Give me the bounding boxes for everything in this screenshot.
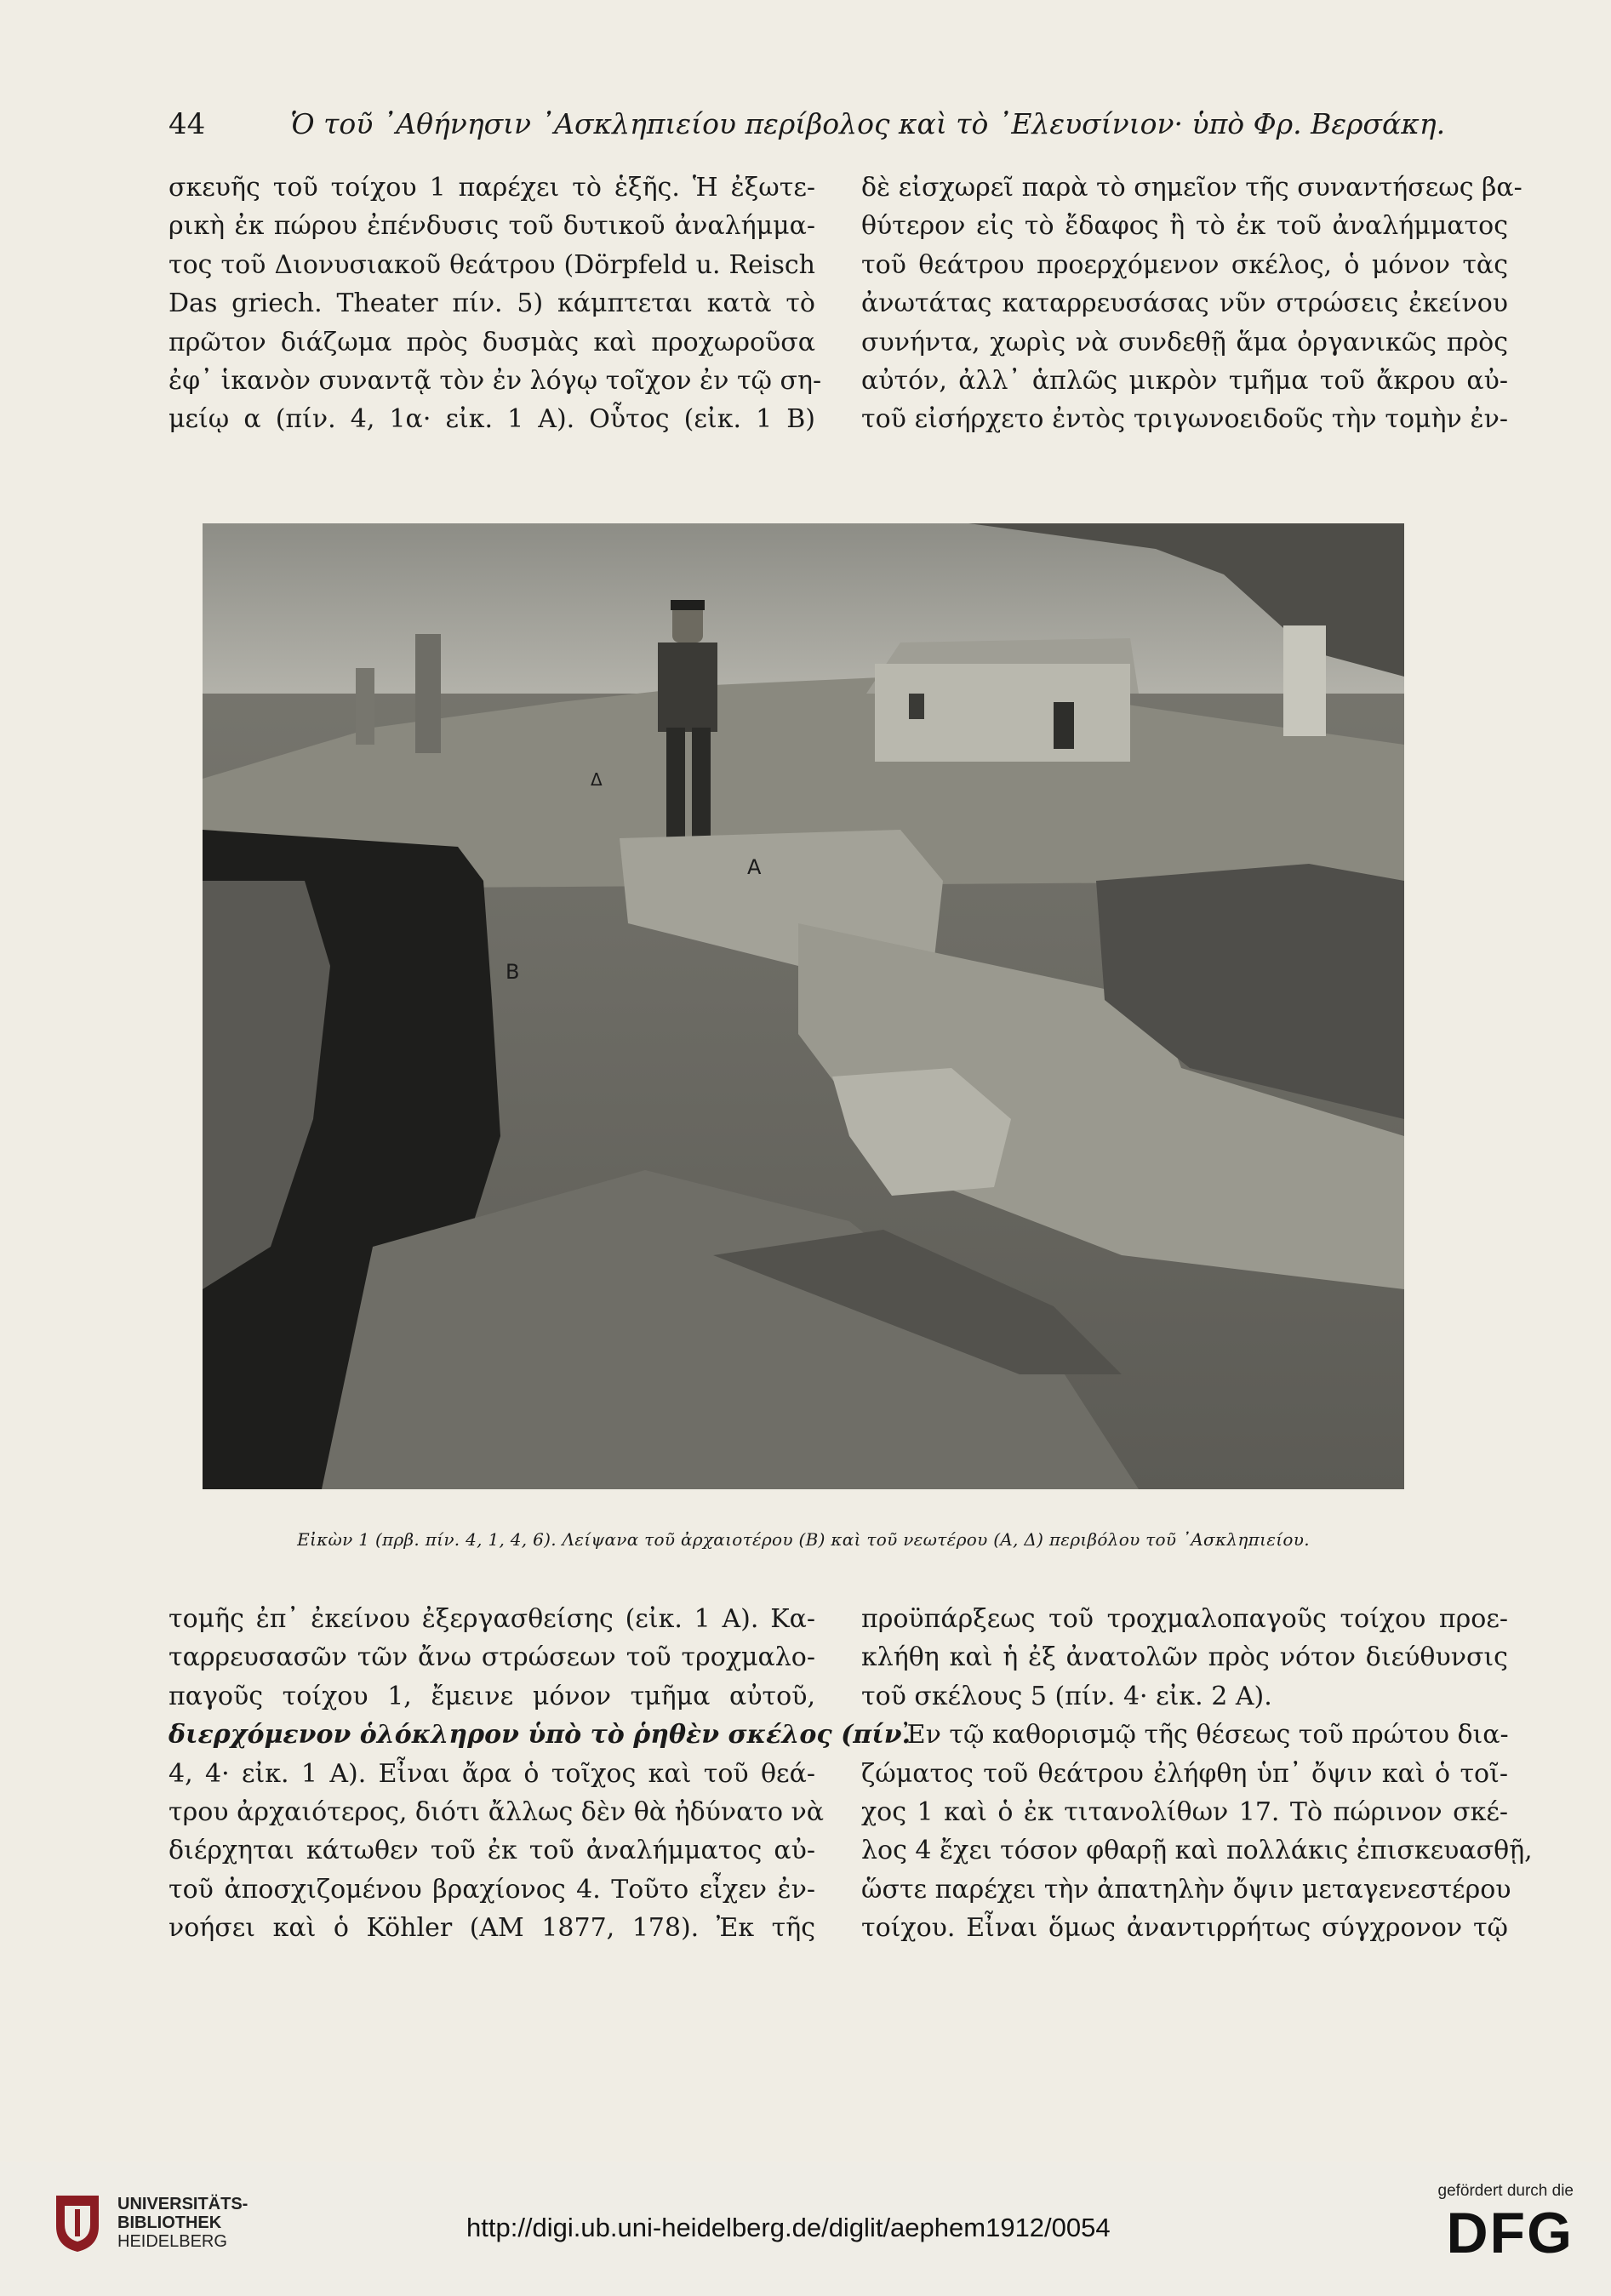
text-line: μείῳ α (πίν. 4, 1α· εἰκ. 1 Α). Οὗτος (εἰκ. 1 Β)	[169, 404, 815, 435]
text-line: Ἐν τῷ καθορισμῷ τῆς θέσεως τοῦ πρώτου δια-	[904, 1720, 1509, 1751]
page-number: 44	[169, 107, 206, 141]
text-line: Das griech. Theater πίν. 5) κάμπτεται κατὰ τὸ	[169, 288, 815, 319]
library-name-line: UNIVERSITÄTS-	[117, 2195, 249, 2213]
photo-label-b: B	[506, 960, 520, 984]
photo-label-d: Δ	[591, 769, 603, 790]
university-library-logo[interactable]	[53, 2192, 248, 2253]
text-line: τοῦ σκέλους 5 (πίν. 4· εἰκ. 2 Α).	[861, 1681, 1272, 1711]
library-name-line: BIBLIOTHEK	[117, 2213, 222, 2232]
text-line: κλήθη καὶ ἡ ἐξ ἀνατολῶν πρὸς νότον διεύθυνσις	[861, 1642, 1508, 1673]
text-line: πρῶτον διάζωμα πρὸς δυσμὰς καὶ προχωροῦσα	[169, 327, 815, 357]
photo-label-a: A	[747, 855, 762, 879]
text-line: τοῦ εἰσήρχετο ἐντὸς τριγωνοειδοῦς τὴν τομὴν ἐν-	[861, 404, 1508, 435]
text-line: ὥστε παρέχει τὴν ἀπατηλὴν ὄψιν μεταγενεστέρου	[861, 1874, 1511, 1905]
text-line: ζώματος τοῦ θεάτρου ἐλήφθη ὑπ᾿ ὄψιν καὶ ὁ τοῖ-	[861, 1758, 1508, 1789]
text-line: τρου ἀρχαιότερος, διότι ἄλλως δὲν θὰ ἠδύνατο νὰ	[169, 1797, 825, 1828]
text-column-lower-left	[169, 1600, 911, 1948]
text-line: δὲ εἰσχωρεῖ παρὰ τὸ σημεῖον τῆς συναντήσεως βα-	[861, 173, 1522, 203]
text-line: σκευῆς τοῦ τοίχου 1 παρέχει τὸ ἑξῆς. Ἡ ἐξωτε-	[169, 173, 815, 203]
dfg-logo[interactable]: DFG	[1446, 2201, 1574, 2265]
text-line: τοίχου. Εἶναι ὅμως ἀναντιρρήτως σύγχρονον τῷ	[861, 1913, 1508, 1944]
university-library-name	[117, 2195, 248, 2251]
permalink-url[interactable]: http://digi.ub.uni-heidelberg.de/diglit/aephem1912/0054	[466, 2213, 1111, 2242]
funding-credit	[1438, 2182, 1574, 2265]
text-line: ἐφ᾿ ἱκανὸν συναντᾷ τὸν ἐν λόγῳ τοῖχον ἐν τῷ ση-	[169, 366, 822, 397]
text-line: θύτερον εἰς τὸ ἔδαφος ἢ τὸ ἐκ τοῦ ἀναλήμματος	[861, 211, 1508, 242]
text-line: διέρχηται κάτωθεν τοῦ ἐκ τοῦ ἀναλήμματος αὐ-	[169, 1836, 815, 1866]
excavation-photograph	[203, 523, 1404, 1489]
text-column-upper-left	[169, 168, 822, 439]
text-line: νοήσει καὶ ὁ Köhler (ΑΜ 1877, 178). Ἐκ τῆς	[169, 1913, 815, 1944]
text-column-upper-right	[861, 168, 1522, 439]
text-line: προϋπάρξεως τοῦ τροχμαλοπαγοῦς τοίχου προε-	[861, 1604, 1508, 1634]
text-line: τοῦ θεάτρου προερχόμενον σκέλος, ὁ μόνον τὰς	[861, 249, 1508, 280]
text-line: χος 1 καὶ ὁ ἐκ τιτανολίθων 17. Τὸ πώρινον σκέ-	[861, 1797, 1508, 1828]
text-line: συνήντα, χωρὶς νὰ συνδεθῇ ἅμα ὀργανικῶς πρὸς	[861, 327, 1508, 357]
library-name-line: HEIDELBERG	[117, 2232, 227, 2251]
funding-text: gefördert durch die	[1437, 2182, 1574, 2200]
text-line: ἀνωτάτας καταρρευσάσας νῦν στρώσεις ἐκείνου	[861, 288, 1508, 319]
text-line: ταρρευσασῶν τῶν ἄνω στρώσεων τοῦ τροχμαλο-	[169, 1642, 815, 1673]
text-line: διερχόμενον ὁλόκληρον ὑπὸ τὸ ῥηθὲν σκέλος (πίν.	[169, 1720, 911, 1751]
text-line: τομῆς ἐπ᾿ ἐκείνου ἐξεργασθείσης (εἰκ. 1 Α). Κα-	[169, 1604, 815, 1634]
text-column-lower-right	[861, 1600, 1533, 1948]
text-line: 4, 4· εἰκ. 1 Α). Εἶναι ἄρα ὁ τοῖχος καὶ τοῦ θεά-	[169, 1758, 815, 1789]
text-line: αὐτόν, ἀλλ᾿ ἁπλῶς μικρὸν τμῆμα τοῦ ἄκρου αὐ-	[861, 366, 1508, 397]
figure-caption: Εἰκὼν 1 (πρβ. πίν. 4, 1, 4, 6). Λείψανα τοῦ ἀρχαιοτέρου (Β) καὶ τοῦ νεωτέρου (Α, Δ) περιβόλου τοῦ ᾿Ασκληπιείου.	[297, 1529, 1310, 1550]
running-head	[169, 107, 1446, 141]
text-line: λος 4 ἔχει τόσον φθαρῇ καὶ πολλάκις ἐπισκευασθῇ,	[861, 1836, 1533, 1866]
digitization-footer	[0, 2162, 1611, 2296]
text-line: παγοῦς τοίχου 1, ἔμεινε μόνον τμῆμα αὐτοῦ,	[169, 1681, 815, 1711]
text-line: τοῦ ἀποσχιζομένου βραχίονος 4. Τοῦτο εἶχεν ἐν-	[169, 1874, 815, 1905]
text-line: ρικὴ ἐκ πώρου ἐπένδυσις τοῦ δυτικοῦ ἀναλήμμα-	[169, 211, 815, 242]
text-line: τος τοῦ Διονυσιακοῦ θεάτρου (Dörpfeld u. Reisch	[169, 249, 815, 280]
library-seal-icon	[53, 2192, 102, 2253]
running-title: Ὁ τοῦ ᾿Αθήνησιν ᾿Ασκληπιείου περίβολος καὶ τὸ ᾿Ελευσίνιον· ὑπὸ Φρ. Βερσάκη.	[290, 107, 1446, 140]
